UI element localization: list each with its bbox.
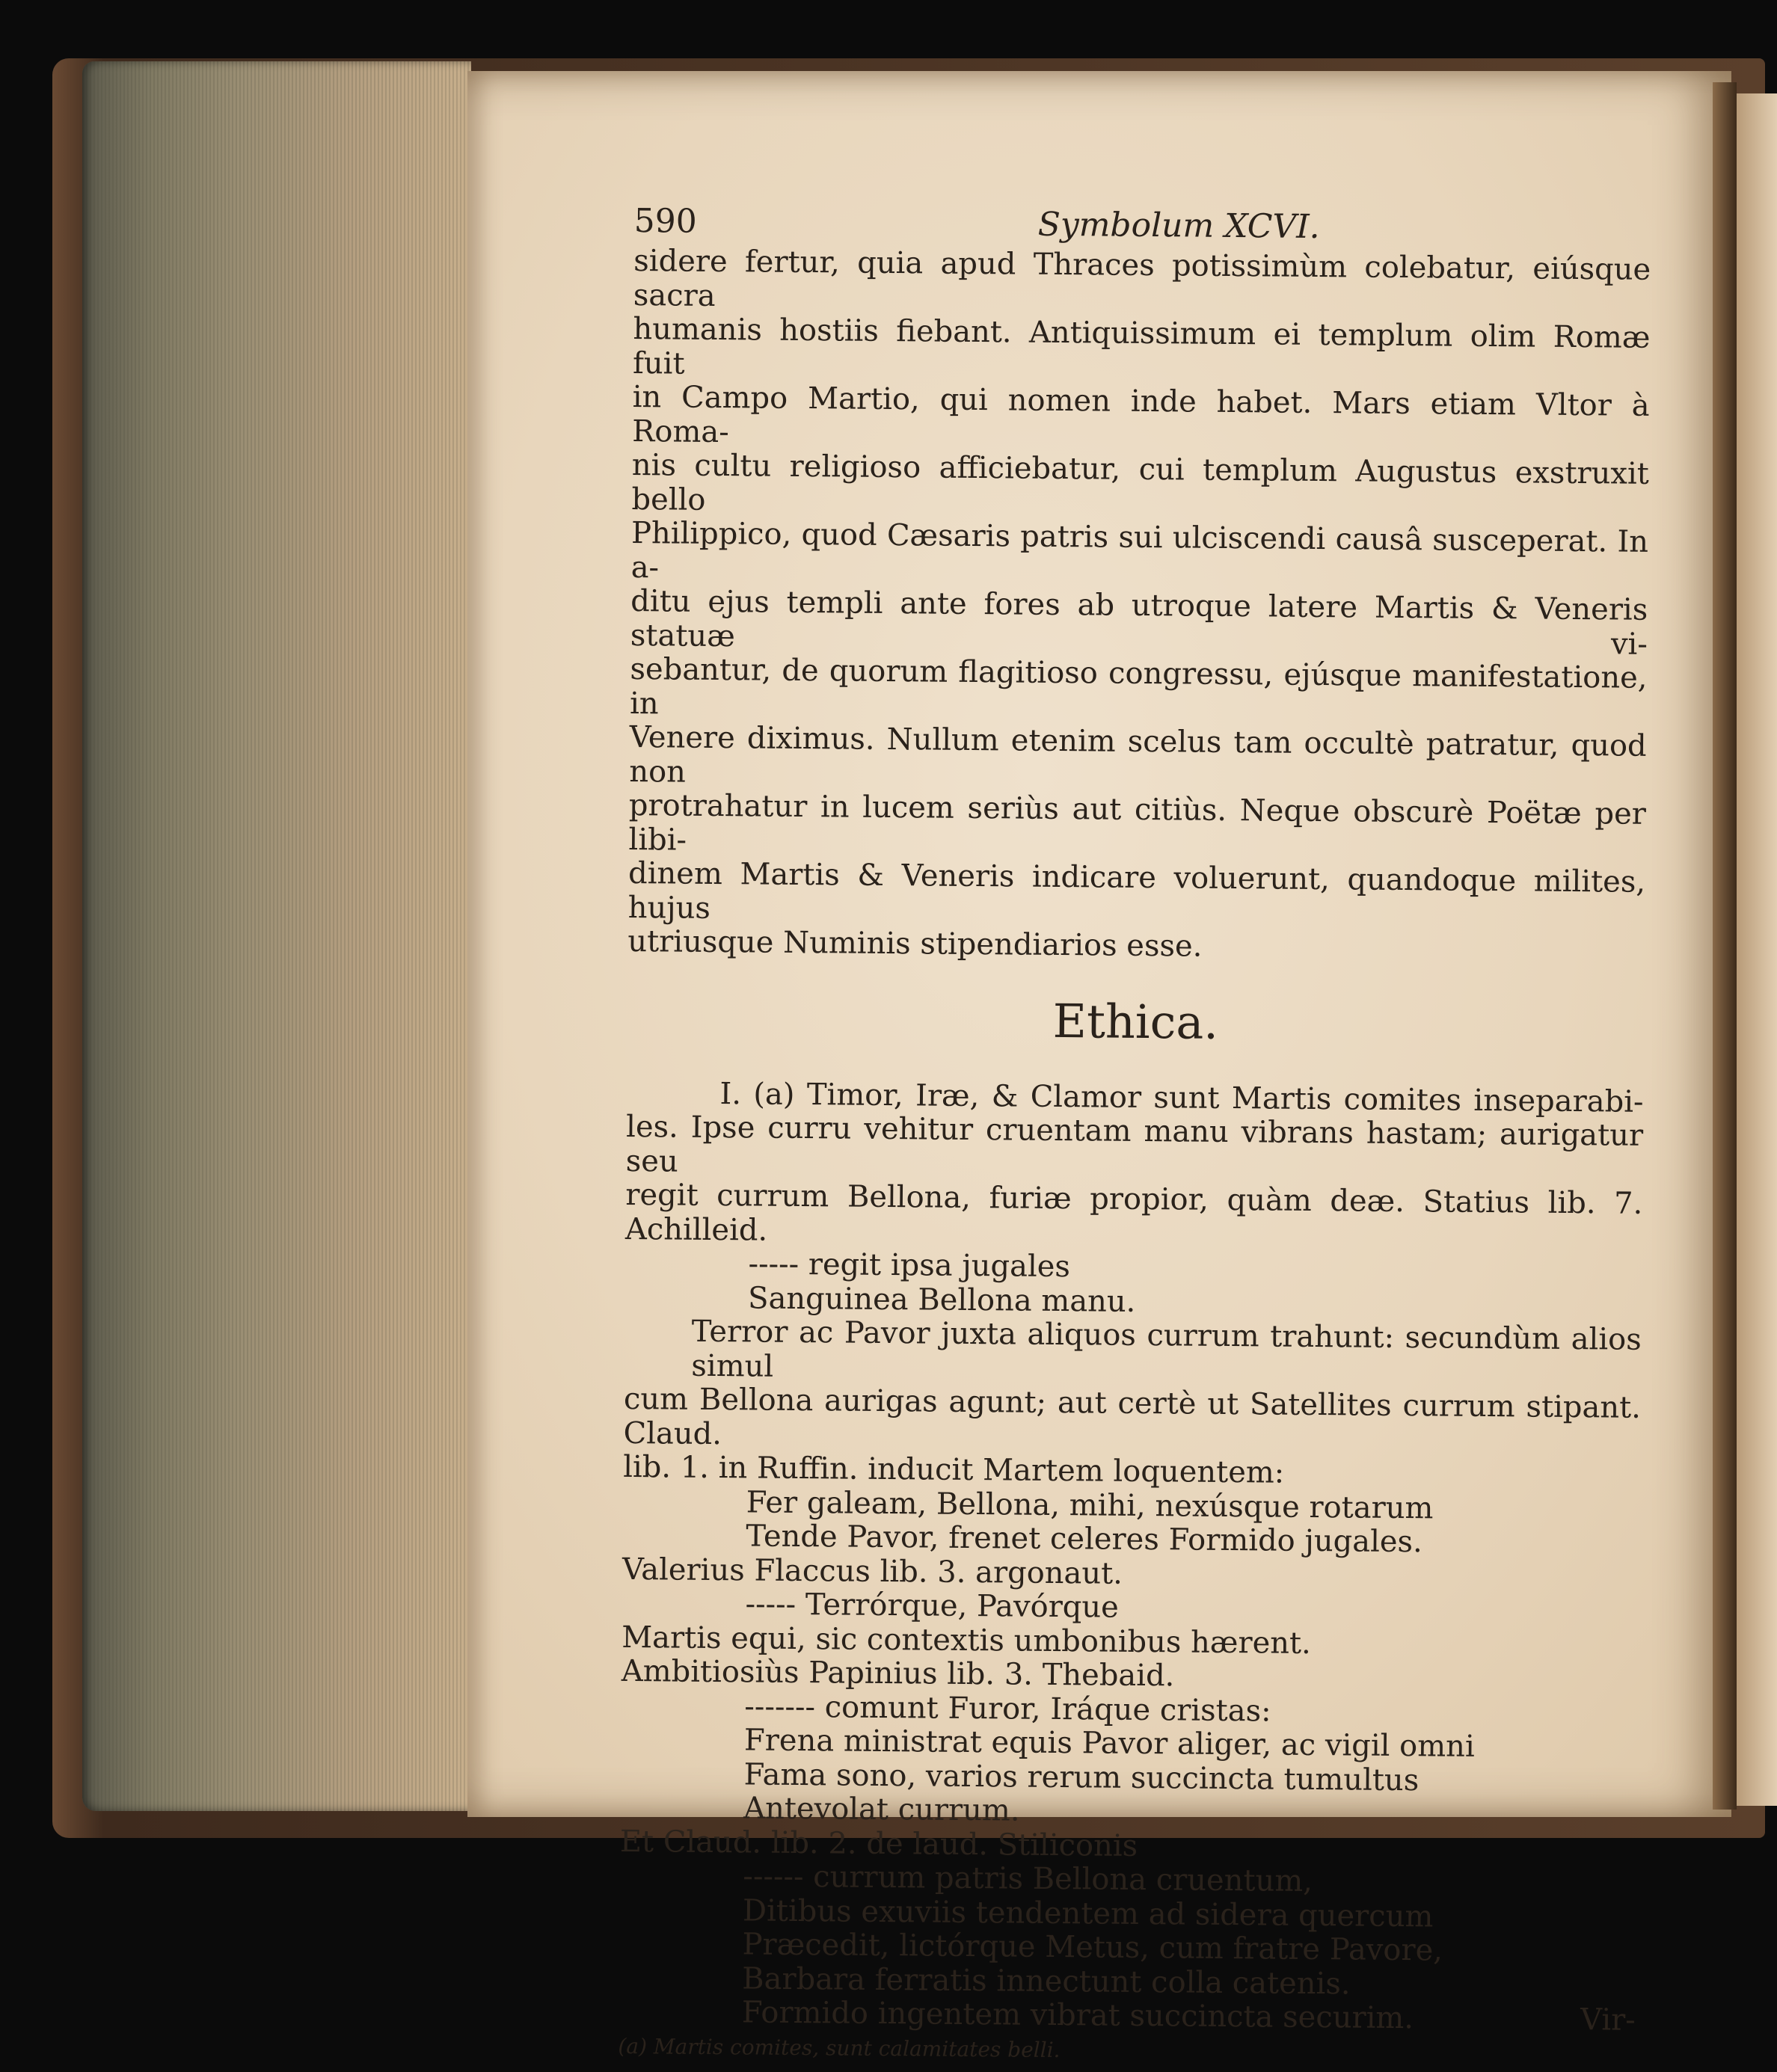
text-line: in Campo Martio, qui nomen inde habet. Mars etiam Vltor à Roma- bbox=[632, 379, 1650, 449]
verse-quote-4 bbox=[620, 1688, 1639, 1833]
section-heading: Ethica. bbox=[1052, 993, 1219, 1050]
verse-line: Sanguinea Bellona manu. bbox=[747, 1280, 1136, 1319]
page-edges bbox=[82, 61, 471, 1811]
text-line: Philippico, quod Cæsaris patris sui ulciscendi causâ susceperat. In a- bbox=[630, 515, 1649, 585]
verse-quote-1 bbox=[624, 1246, 1642, 1324]
text-line: Terror ac Pavor juxta aliquos currum trahunt: secundùm alios simul bbox=[691, 1314, 1642, 1384]
footnote: (a) Martis comites, sunt calamitates belli. bbox=[618, 2033, 1061, 2062]
text-line: les. Ipse curru vehitur cruentam manu vibrans hastam; aurigatur seu bbox=[625, 1109, 1644, 1179]
verse-line: Fama sono, varios rerum succincta tumultus bbox=[743, 1756, 1420, 1798]
page-number: 590 bbox=[633, 201, 697, 241]
verse-line: Barbara ferratis innectunt colla catenis. bbox=[742, 1961, 1351, 2001]
paragraph-1 bbox=[627, 245, 1651, 968]
citation-line: Valerius Flaccus lib. 3. argonaut. bbox=[622, 1552, 1123, 1591]
verse-quote-2 bbox=[622, 1484, 1640, 1561]
verse-quote-5 bbox=[619, 1859, 1637, 2038]
text-line: sidere fertur, quia apud Thraces potissimùm colebatur, eiúsque sacra bbox=[633, 243, 1651, 313]
verse-line: ----- Terrórque, Pavórque bbox=[745, 1587, 1120, 1625]
section-1 bbox=[625, 1076, 1644, 1255]
running-head: Symbolum XCVI. bbox=[1037, 205, 1320, 246]
page-header bbox=[633, 198, 1651, 253]
verse-line: ------ currum patris Bellona cruentum, bbox=[743, 1859, 1313, 1899]
text-line: Martis equi, sic contextis umbonibus hærent. bbox=[622, 1620, 1312, 1661]
verse-line: Formido ingentem vibrat succincta securim. bbox=[741, 1995, 1414, 2036]
text-line: ditu ejus templi ante fores ab utroque latere Martis & Veneris statuæ vi- bbox=[630, 583, 1648, 662]
verse-line: ----- regit ipsa jugales bbox=[748, 1246, 1071, 1285]
text-line: protrahatur in lucem seriùs aut citiùs. Neque obscurè Poëtæ per libi- bbox=[628, 787, 1647, 858]
text-line: lib. 1. in Ruffin. inducit Martem loquentem: bbox=[622, 1449, 1285, 1490]
right-page-edge bbox=[1737, 93, 1777, 1806]
verse-line: Antevolat currum. bbox=[743, 1791, 1020, 1828]
text-line: utriusque Numinis stipendiarios esse. bbox=[627, 923, 1203, 964]
text-line: cum Bellona aurigas agunt; aut certè ut Satellites currum stipant. Claud. bbox=[623, 1381, 1642, 1451]
book-gutter bbox=[1713, 82, 1737, 1810]
verse-line: Frena ministrat equis Pavor aliger, ac vigil omni bbox=[743, 1723, 1475, 1764]
verse-line: Fer galeam, Bellona, mihi, nexúsque rotarum bbox=[746, 1484, 1434, 1525]
citation-line: Et Claud. lib. 2. de laud. Stiliconis bbox=[619, 1824, 1138, 1863]
citation-line: Ambitiosiùs Papinius lib. 3. Thebaid. bbox=[621, 1653, 1175, 1694]
text-line: humanis hostiis fiebant. Antiquissimum ei templum olim Romæ fuit bbox=[632, 311, 1651, 381]
text-line: sebantur, de quorum flagitioso congressu, ejúsque manifestatione, in bbox=[629, 651, 1648, 721]
verse-line: Ditibus exuviis tendentem ad sidera quercum bbox=[742, 1893, 1434, 1934]
text-line: dinem Martis & Veneris indicare voluerunt, quandoque milites, hujus bbox=[627, 855, 1646, 926]
catchword: Vir- bbox=[1580, 2002, 1636, 2038]
page-text bbox=[618, 198, 1651, 2072]
verse-line: ------- comunt Furor, Iráque cristas: bbox=[744, 1688, 1271, 1729]
section-2 bbox=[623, 1315, 1642, 1493]
text-line: regit currum Bellona, furiæ propior, quàm deæ. Statius lib. 7. Achilleid. bbox=[624, 1177, 1643, 1248]
verse-line: Tende Pavor, frenet celeres Formido jugales. bbox=[746, 1519, 1422, 1560]
verse-line: Præcedit, lictórque Metus, cum fratre Pavore, bbox=[742, 1927, 1443, 1968]
text-line: I. (a) Timor, Iræ, & Clamor sunt Martis comites inseparabi- bbox=[719, 1076, 1644, 1119]
text-line: nis cultu religioso afficiebatur, cui templum Augustus exstruxit bello bbox=[631, 447, 1650, 517]
text-line: Venere diximus. Nullum etenim scelus tam occultè patratur, quod non bbox=[629, 719, 1647, 790]
